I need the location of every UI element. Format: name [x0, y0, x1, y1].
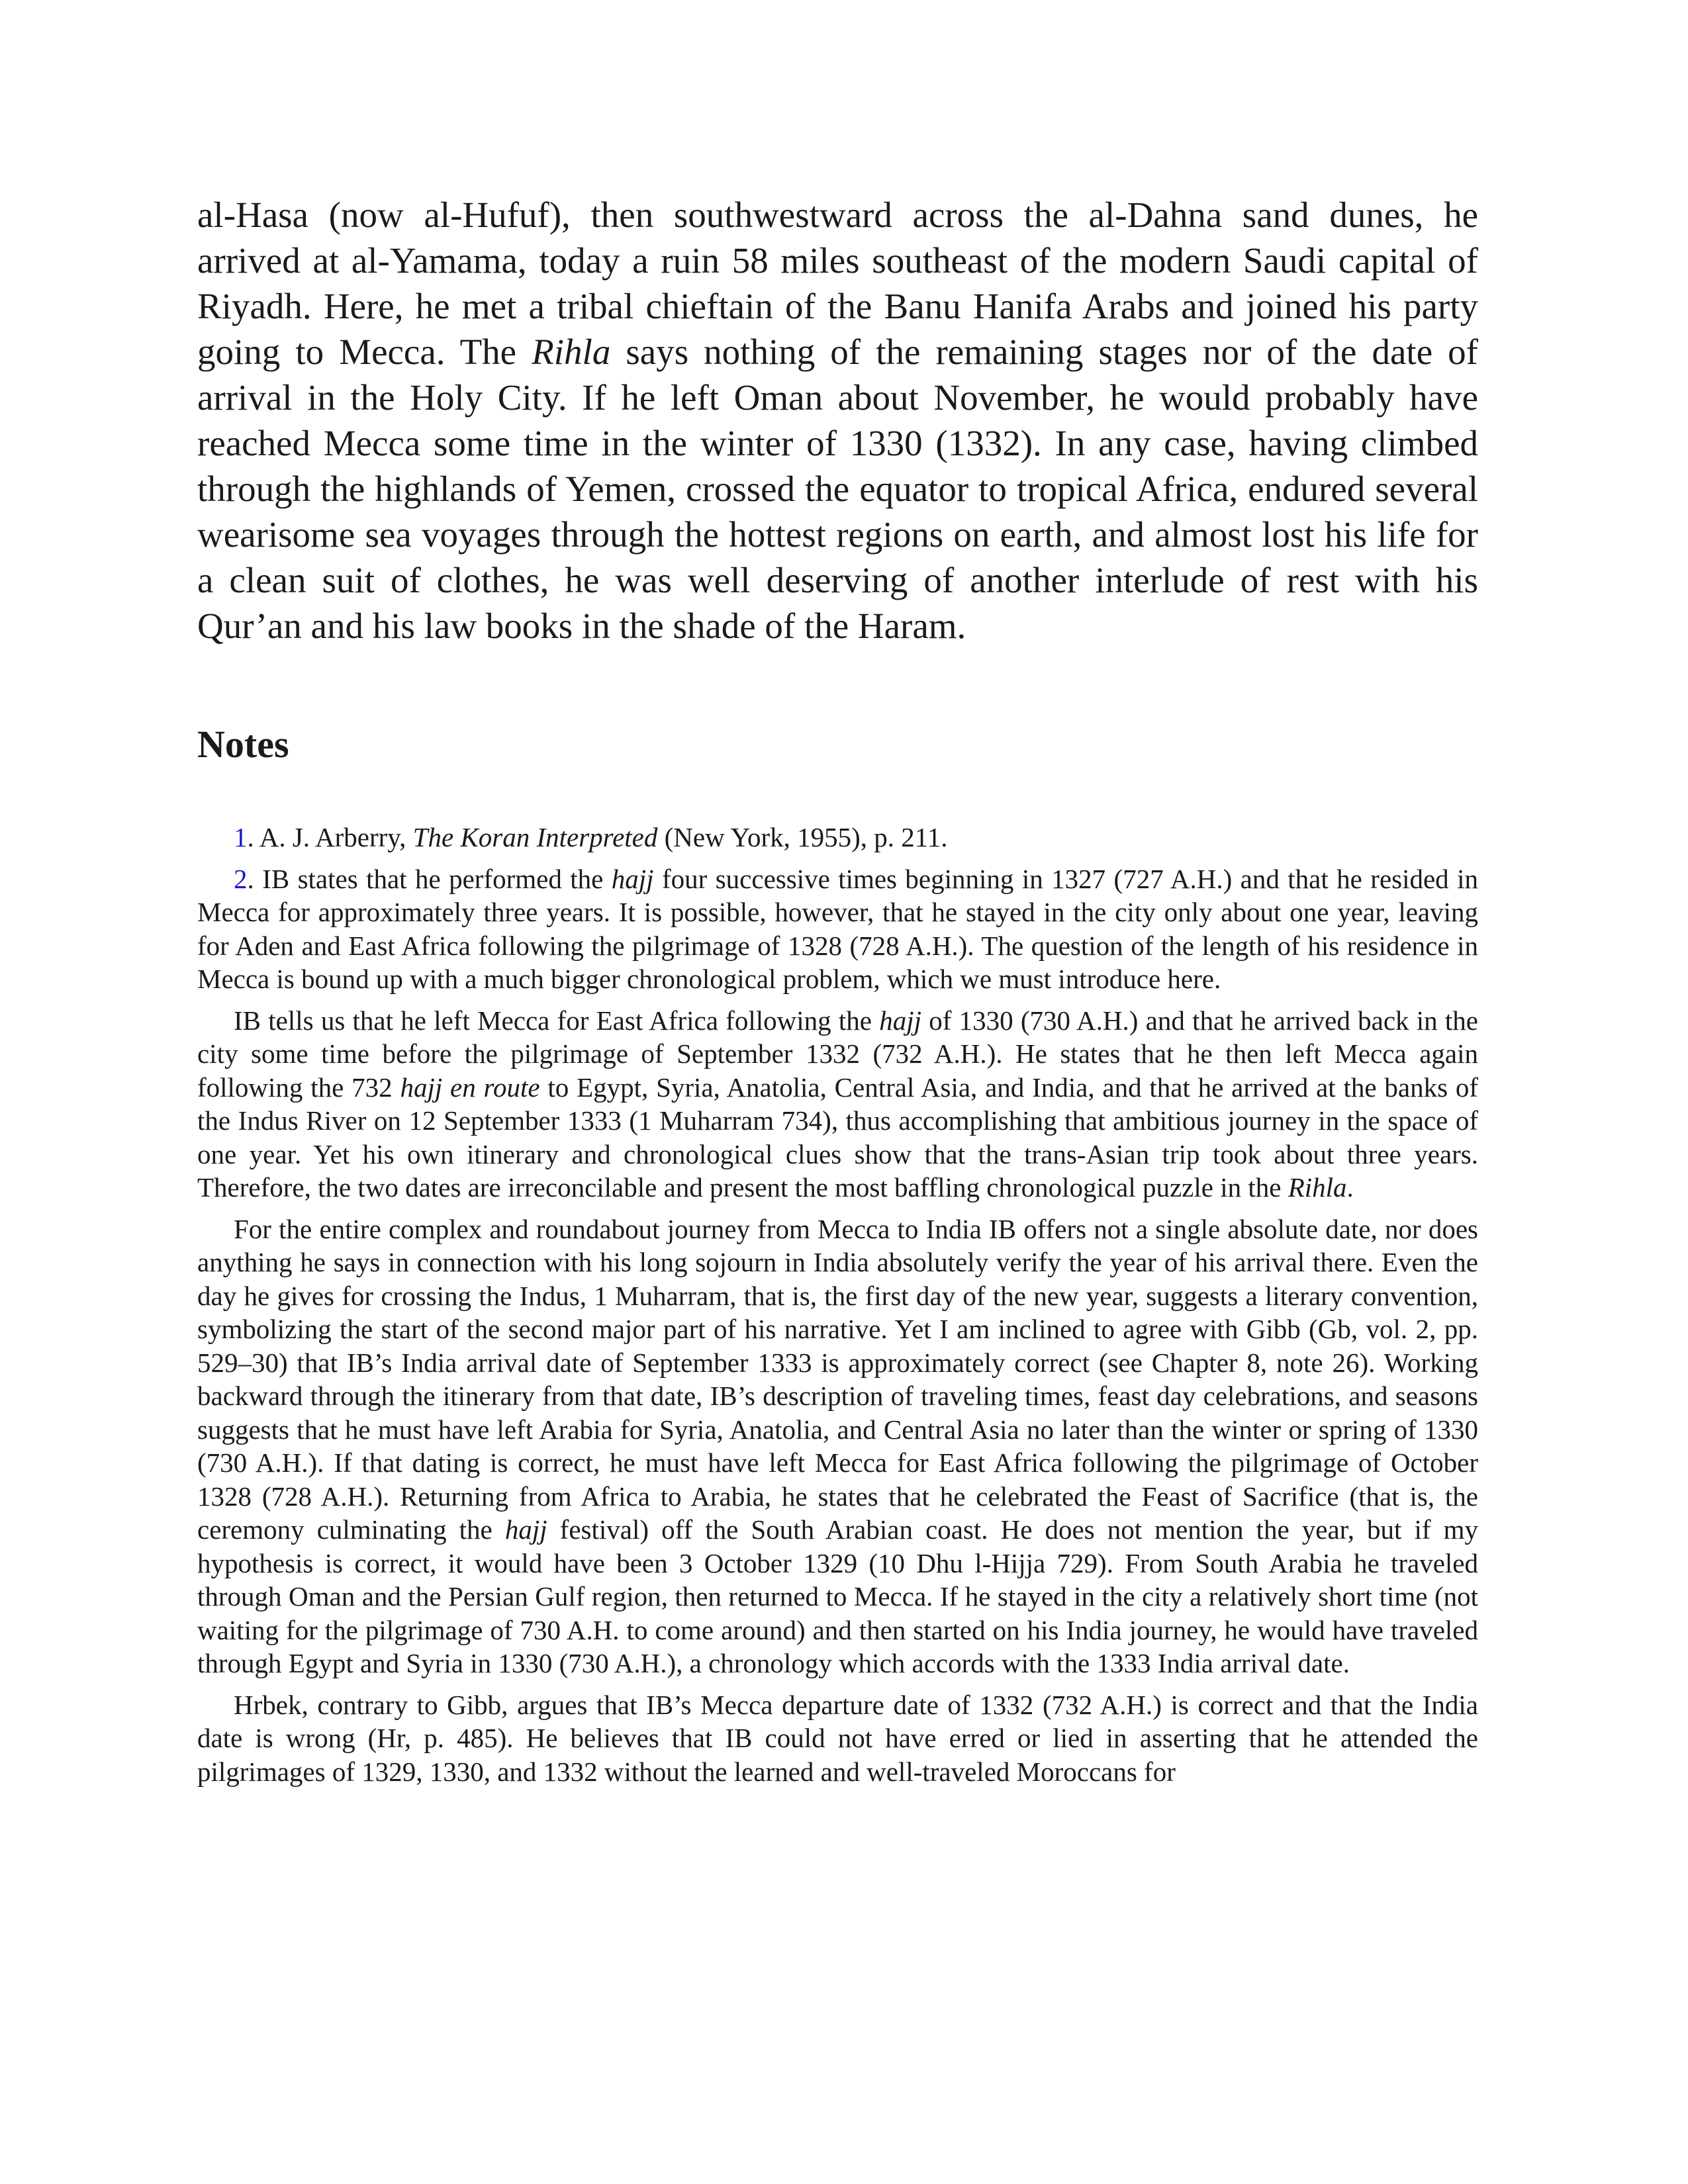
note-2-paragraph-4 [197, 1688, 1478, 1789]
hajj-italic: hajj [504, 1514, 547, 1545]
note-text: . [1346, 1172, 1354, 1203]
note-text: Hrbek, contrary to Gibb, argues that IB’s Mecca departure date of 1332 (732 A.H.) is correct and that the India date is wrong (Hr, p. 485). He believes that IB could not have erred or lied in asserting that he attended the pilgrimages of 1329, 1330, and 1332 without the learned and well-traveled Moroccans for [197, 1689, 1478, 1787]
hajj-en-route-italic: hajj en route [400, 1071, 540, 1103]
note-1 [197, 821, 1478, 854]
note-text: IB tells us that he left Mecca for East Africa following the [234, 1005, 880, 1036]
rihla-italic: Rihla [1288, 1172, 1347, 1203]
note-text: . IB states that he performed the [247, 863, 612, 894]
body-paragraph [197, 192, 1478, 649]
note-2 [197, 862, 1478, 996]
rihla-italic: Rihla [532, 332, 611, 372]
book-title-italic: The Koran Interpreted [412, 822, 658, 852]
note-2-paragraph-2 [197, 1004, 1478, 1205]
notes-section [197, 821, 1478, 1788]
note-text: For the entire complex and roundabout journey from Mecca to India IB offers not a single absolute date, nor does anything he says in connection with his long sojourn in India absolutely verify the year of his arrival there. Even the day he gives for crossing the Indus, 1 Muharram, that is, the first day of the new year, suggests a literary convention, symbolizing the start of the second major part of his narrative. Yet I am inclined to agree with Gibb (Gb, vol. 2, pp. 529–30) that IB’s India arrival date of September 1333 is approximately correct (see Chapter 8, note 26). Working backward through the itinerary from that date, IB’s description of traveling times, feast day celebrations, and seasons suggests that he must have left Arabia for Syria, Anatolia, and Central Asia no later than the winter or spring of 1330 (730 A.H.). If that dating is correct, he must have left Mecca for East Africa following the pilgrimage of October 1328 (728 A.H.). Returning from Africa to Arabia, he states that he celebrated the Feast of Sacrifice (that is, the ceremony culminating the [197, 1213, 1478, 1545]
hajj-italic: hajj [879, 1005, 921, 1036]
note-2-paragraph-3 [197, 1212, 1478, 1680]
body-text: says nothing of the remaining stages nor of the date of arrival in the Holy City. If he left Oman about November, he would probably have reached Mecca some time in the winter of 1330 (1332). In any case, having climbed through the highlands of Yemen, crossed the equator to tropical Africa, endured several wearisome sea voyages through the hottest regions on earth, and almost lost his life for a clean suit of clothes, he was well deserving of another interlude of rest with his Qur’an and his law books in the shade of the Haram. [197, 332, 1478, 646]
note-text: festival) off the South Arabian coast. He does not mention the year, but if my hypothesis is correct, it would have been 3 October 1329 (10 Dhu l-Hijja 729). From South Arabia he traveled through Oman and the Persian Gulf region, then returned to Mecca. If he stayed in the city a relatively short time (not waiting for the pilgrimage of 730 A.H. to come around) and then started on his India journey, he would have traveled through Egypt and Syria in 1330 (730 A.H.), a chronology which accords with the 1333 India arrival date. [197, 1514, 1478, 1678]
note-text: (New York, 1955), p. 211. [657, 822, 948, 852]
hajj-italic: hajj [611, 863, 654, 894]
note-text: to Egypt, Syria, Anatolia, Central Asia, and India, and that he arrived at the banks of the Indus River on 12 September 1333 (1 Muharram 734), thus accomplishing that ambitious journey in the space of one year. Yet his own itinerary and chronological clues show that the trans-Asian trip took about three years. Therefore, the two dates are irreconcilable and present the most baffling chronological puzzle in the [197, 1071, 1478, 1203]
notes-heading: Notes [197, 723, 289, 766]
note-text: of 1330 (730 A.H.) and that he arrived back in the city some time before the pilgrimage of September 1332 (732 A.H.). He states that he then left Mecca again following the 732 [197, 1005, 1479, 1103]
note-text: . A. J. Arberry, [247, 822, 413, 852]
note-2-link[interactable]: 2 [234, 863, 248, 894]
note-1-link[interactable]: 1 [234, 822, 248, 852]
note-text: four successive times beginning in 1327 (727 A.H.) and that he resided in Mecca for approximately three years. It is possible, however, that he stayed in the city only about one year, leaving for Aden and East Africa following the pilgrimage of 1328 (728 A.H.). The question of the length of his residence in Mecca is bound up with a much bigger chronological problem, which we must introduce here. [197, 863, 1478, 994]
page-content [197, 192, 1478, 1796]
body-text: al-Hasa (now al-Hufuf), then southwestward across the al-Dahna sand dunes, he arrived at al-Yamama, today a ruin 58 miles southeast of the modern Saudi capital of Riyadh. Here, he met a tribal chieftain of the Banu Hanifa Arabs and joined his party going to Mecca. The [197, 195, 1478, 372]
